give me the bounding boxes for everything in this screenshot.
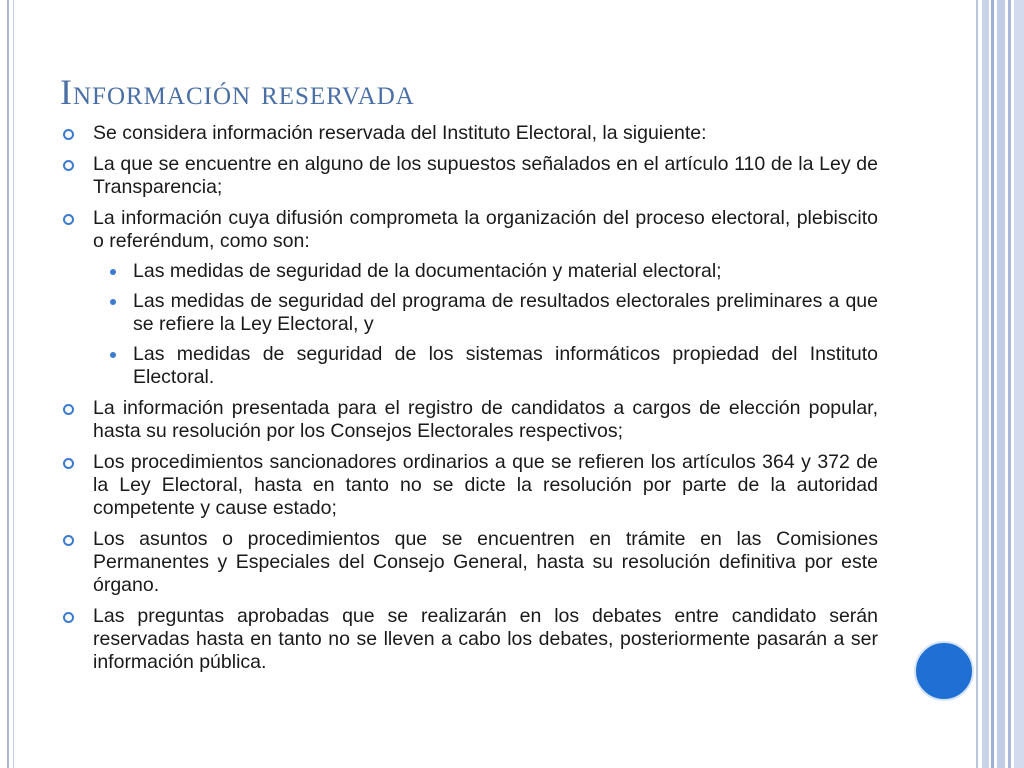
ring-bullet-icon (63, 214, 74, 225)
list-item (62, 207, 878, 389)
left-border-line (13, 0, 14, 768)
ring-bullet-icon (63, 129, 74, 140)
decorative-circle (914, 641, 974, 701)
list-item (62, 122, 878, 145)
right-border-stripe (1014, 0, 1024, 768)
slide-content (62, 122, 878, 682)
dot-bullet-icon (110, 269, 116, 275)
right-border-stripe (982, 0, 989, 768)
right-border-stripe (976, 0, 978, 768)
dot-bullet-icon (110, 352, 116, 358)
list-item (62, 397, 878, 443)
list-item-text: Las preguntas aprobadas que se realizarán en los debates entre candidato serán reservadas hasta en tanto no se lleven a cabo los debates, posteriormente pasarán a ser información pública. (93, 605, 878, 673)
list-item-text: Se considera información reservada del Instituto Electoral, la siguiente: (93, 122, 707, 144)
list-item (62, 451, 878, 520)
list-item-text: La que se encuentre en alguno de los supuestos señalados en el artículo 110 de la Ley de Transparencia; (93, 153, 878, 198)
sub-list-item (93, 343, 878, 389)
right-border-stripe (997, 0, 1005, 768)
ring-bullet-icon (63, 458, 74, 469)
list-item-text: Los procedimientos sancionadores ordinarios a que se refieren los artículos 364 y 372 de la Ley Electoral, hasta en tanto no se dicte la resolución por parte de la autoridad competente y cause estado; (93, 451, 878, 519)
sub-list-item-text: Las medidas de seguridad del programa de resultados electorales preliminares a que se refiere la Ley Electoral, y (133, 290, 878, 335)
bullet-list (62, 122, 878, 674)
right-border-stripe (991, 0, 994, 768)
sub-list-item-text: Las medidas de seguridad de los sistemas informáticos propiedad del Instituto Electoral. (133, 343, 878, 388)
slide-title: Información reservada (60, 72, 415, 112)
ring-bullet-icon (63, 535, 74, 546)
list-item-text: La información presentada para el registro de candidatos a cargos de elección popular, hasta su resolución por los Consejos Electorales respectivos; (93, 397, 878, 442)
sub-bullet-list (93, 260, 878, 389)
list-item-text: Los asuntos o procedimientos que se encuentren en trámite en las Comisiones Permanentes y Especiales del Consejo General, hasta su resolución definitiva por este órgano. (93, 528, 878, 596)
right-border-stripe (1008, 0, 1011, 768)
left-border-line (7, 0, 9, 768)
dot-bullet-icon (110, 299, 116, 305)
sub-list-item (93, 290, 878, 336)
sub-list-item (93, 260, 878, 283)
ring-bullet-icon (63, 404, 74, 415)
list-item-text: La información cuya difusión comprometa la organización del proceso electoral, plebiscito o referéndum, como son: (93, 207, 878, 252)
list-item (62, 605, 878, 674)
ring-bullet-icon (63, 160, 74, 171)
list-item (62, 528, 878, 597)
list-item (62, 153, 878, 199)
sub-list-item-text: Las medidas de seguridad de la documentación y material electoral; (133, 260, 722, 282)
ring-bullet-icon (63, 612, 74, 623)
